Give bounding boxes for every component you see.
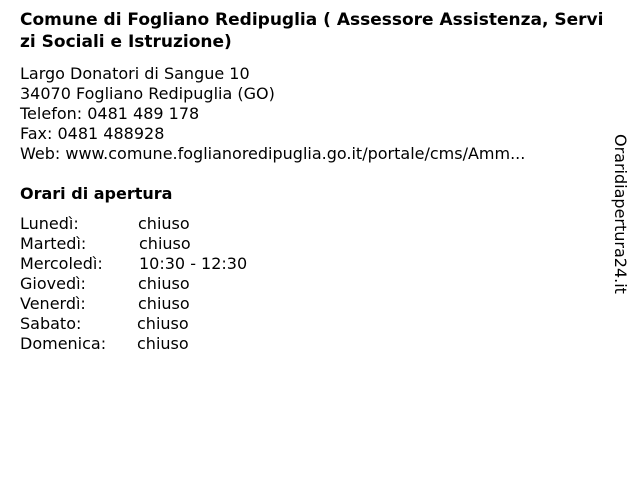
day-label: Giovedì: xyxy=(20,274,86,293)
day-label: Venerdì: xyxy=(20,294,86,313)
site-watermark-label: Oraridiapertura24.it xyxy=(611,134,630,294)
day-label: Sabato: xyxy=(20,314,82,333)
day-hours: chiuso xyxy=(138,294,190,313)
day-label: Lunedì: xyxy=(20,214,79,233)
page-title: Comune di Fogliano Redipuglia ( Assessore Assistenza, Servizi Sociali e Istruzione) xyxy=(20,10,604,52)
street-address: Largo Donatori di Sangue 10 xyxy=(20,64,250,83)
address-block xyxy=(20,64,525,164)
city-address: 34070 Fogliano Redipuglia (GO) xyxy=(20,84,275,103)
website-link[interactable]: Web: www.comune.foglianoredipuglia.go.it/portale/cms/Amm... xyxy=(20,144,526,163)
day-hours: chiuso xyxy=(137,314,189,333)
day-hours: chiuso xyxy=(139,234,191,253)
day-hours: chiuso xyxy=(138,274,190,293)
hours-heading: Orari di apertura xyxy=(20,184,173,203)
day-label: Domenica: xyxy=(20,334,107,353)
phone-number: Telefon: 0481 489 178 xyxy=(20,104,200,123)
day-label: Martedì: xyxy=(20,234,87,253)
day-label: Mercoledì: xyxy=(20,254,103,273)
day-hours: chiuso xyxy=(138,214,190,233)
day-hours: 10:30 - 12:30 xyxy=(139,254,248,273)
day-hours: chiuso xyxy=(137,334,189,353)
fax-number: Fax: 0481 488928 xyxy=(20,124,165,143)
